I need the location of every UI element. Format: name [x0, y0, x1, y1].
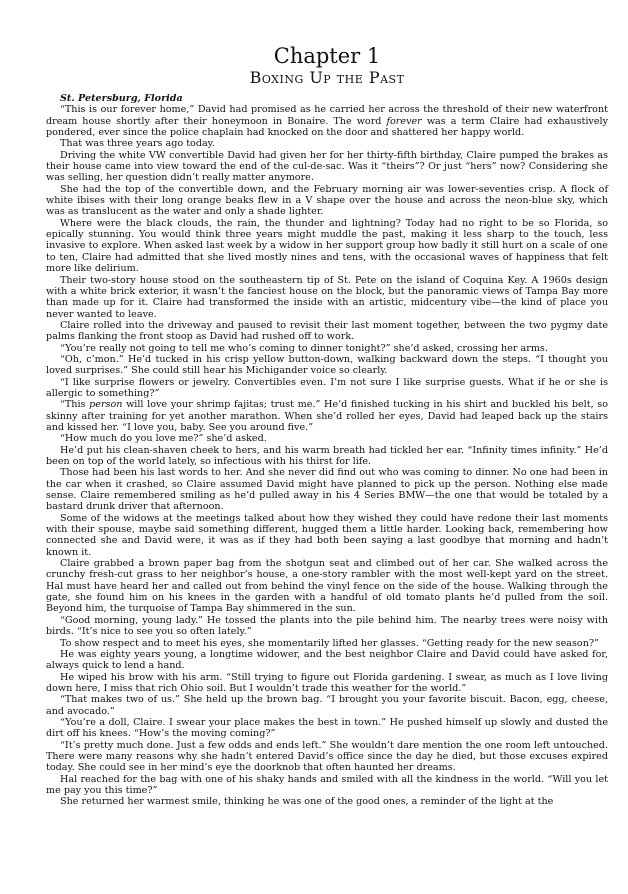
paragraph: That was three years ago today.: [60, 138, 215, 150]
paragraph: “I like surprise flowers or jewelry. Convertibles even. I’m not sure I like surprise guests. What if he or she is allergic to something?”: [46, 376, 608, 399]
paragraph: Those had been his last words to her. And she never did find out who was coming to dinner. No one had been in the car when it crashed, so Claire assumed David might have planned to pick up the person. Nothing else made sense. Claire remembered smiling as he’d pulled away in his 4 Series BMW—the one that would be totaled by a bastard drunk driver that afternoon.: [46, 467, 608, 513]
paragraph: He was eighty years young, a longtime widower, and the best neighbor Claire and David could have asked for, always quick to lend a hand.: [46, 648, 608, 672]
paragraph: Hal reached for the bag with one of his shaky hands and smiled with all the kindness in the world. “Will you let me pay you this time?”: [46, 773, 608, 796]
paragraph: “That makes two of us.” She held up the brown bag. “I brought you your favorite biscuit. Bacon, egg, cheese, and avocado.”: [46, 694, 608, 717]
paragraph: Their two-story house stood on the southeastern tip of St. Pete on the island of Coquina Key. A 1960s design with a white brick exterior, it wasn’t the fanciest house on the block, but the panoramic views of Tampa Bay more than made up for it. Claire had transformed the inside with an artistic, midcentury vibe—the kind of place you never wanted to leave.: [46, 274, 608, 320]
paragraph: Claire rolled into the driveway and paused to revisit their last moment together, between the two pygmy date palms flanking the front stoop as David had rushed off to work.: [46, 319, 608, 343]
chapter-body: [46, 104, 608, 807]
paragraph: “You’re really not going to tell me who’s coming to dinner tonight?” she’d asked, crossing her arms.: [60, 342, 548, 354]
paragraph: Where were the black clouds, the rain, the thunder and lightning? Today had no right to be so Florida, so epically stunning. You would think three years might muddle the past, making it less sharp to the touch, less invasive to explore. When asked last week by a widow in her support group how badly it still hurt on a scale of one to ten, Claire had admitted that she lived mostly nines and tens, with the occasional waves of happiness that felt more like delirium.: [46, 217, 608, 275]
emphasized-word: person: [89, 399, 123, 411]
paragraph: Some of the widows at the meetings talked about how they wished they could have redone their last moments with their spouse, maybe said something different, hugged them a little harder. Looking back, remembering how connected she and David were, it was as if they had both been saying a last goodbye that morning and hadn’t known it.: [46, 512, 608, 558]
paragraph: [46, 399, 608, 433]
paragraph-text: was a term Claire had exhaustively pondered, ever since the police chaplain had knocked on the door and shattered her happy world.: [46, 115, 608, 139]
paragraph: [46, 104, 608, 138]
paragraph: “It’s pretty much done. Just a few odds and ends left.” She wouldn’t dare mention the one room left untouched. There were many reasons why she hadn’t entered David’s office since the day he died, but those excuses expired today. She could see in her mind’s eye the doorknob that often haunted her dreams.: [46, 739, 608, 774]
paragraph-text: will love your shrimp fajitas; trust me.” He’d finished tucking in his shirt and buckled his belt, so skinny after training for yet another marathon. When she’d rolled her eyes, David had leaped back up the stairs and kissed her. “I love you, baby. See you around five.”: [46, 399, 608, 433]
chapter-title: Boxing Up the Past: [249, 68, 405, 87]
paragraph: He wiped his brow with his arm. “Still trying to figure out Florida gardening. I swear, as much as I love living down here, I miss that rich Ohio soil. But I wouldn’t trade this weather for the world.”: [46, 671, 608, 694]
dateline: St. Petersburg, Florida: [60, 93, 183, 104]
paragraph-text: “This is our forever home,” David had promised as he carried her across the threshold of their new waterfront dream house shortly after their honeymoon in Bonaire. The word: [46, 104, 608, 127]
paragraph-text: “This: [60, 399, 90, 411]
emphasized-word: forever: [386, 115, 422, 127]
paragraph: He’d put his clean-shaven cheek to hers, and his warm breath had tickled her ear. “Infinity times infinity.” He’d been on top of the world lately, so infectious with his thirst for life.: [46, 444, 608, 467]
chapter-number: Chapter 1: [273, 44, 381, 68]
paragraph: Driving the white VW convertible David had given her for her thirty-fifth birthday, Claire pumped the brakes as their house came into view toward the end of the cul-de-sac. Was it “theirs”? Or just “hers” now? Considering she was selling, her question didn’t really matter anymore.: [46, 149, 608, 184]
paragraph: She returned her warmest smile, thinking he was one of the good ones, a reminder of the light at the: [60, 796, 554, 808]
paragraph: “How much do you love me?” she’d asked.: [60, 433, 267, 445]
paragraph: She had the top of the convertible down, and the February morning air was lower-seventies crisp. A flock of white ibises with their long orange beaks flew in a V shape over the house and across the neon-blue sky, which was as translucent as the water and only a shade lighter.: [46, 183, 608, 218]
paragraph: “Good morning, young lady.” He tossed the plants into the pile behind him. The nearby trees were noisy with birds. “It’s nice to see you so often lately.”: [46, 614, 608, 638]
paragraph: “You’re a doll, Claire. I swear your place makes the best in town.” He pushed himself up slowly and dusted the dirt off his knees. “How’s the moving coming?”: [46, 716, 608, 740]
paragraph: “Oh, c’mon.” He’d tucked in his crisp yellow button-down, walking backward down the steps. “I thought you loved surprises.” She could still hear his Michigander voice so clearly.: [46, 353, 608, 377]
paragraph: Claire grabbed a brown paper bag from the shotgun seat and climbed out of her car. She walked across the crunchy fresh-cut grass to her neighbor’s house, a one-story rambler with the most well-kept yard on the street. Hal must have heard her and called out from behind the vinyl fence on the side of the house. Walking through the gate, she found him on his knees in the garden with a handful of old tomato plants he’d pulled from the soil. Beyond him, the turquoise of Tampa Bay shimmered in the sun.: [46, 558, 608, 615]
paragraph: To show respect and to meet his eyes, she momentarily lifted her glasses. “Getting ready for the new season?”: [60, 637, 599, 649]
